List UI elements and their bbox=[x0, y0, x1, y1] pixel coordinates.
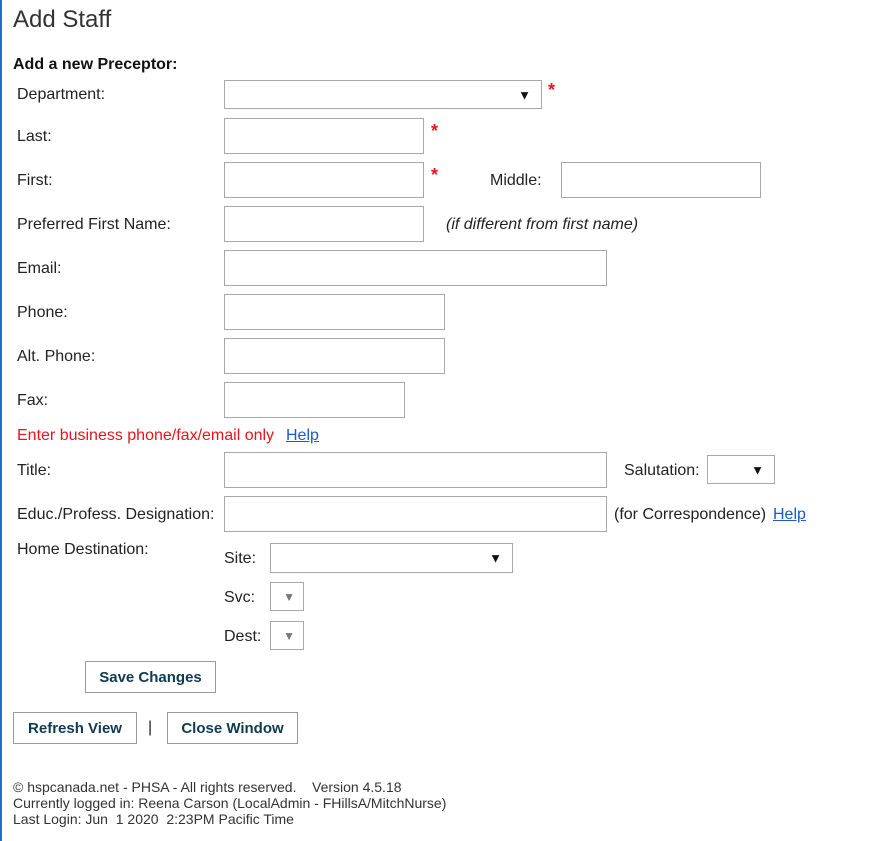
designation-help-link[interactable]: Help bbox=[773, 506, 806, 523]
svc-select[interactable] bbox=[270, 582, 304, 611]
salutation-select[interactable] bbox=[707, 455, 775, 484]
last-name-input[interactable] bbox=[224, 118, 424, 154]
middle-name-input[interactable] bbox=[561, 162, 761, 198]
fax-label: Fax: bbox=[17, 392, 49, 409]
home-destination-label: Home Destination: bbox=[17, 541, 149, 558]
footer bbox=[13, 779, 446, 827]
chevron-down-icon: ▼ bbox=[518, 87, 531, 102]
refresh-view-button[interactable]: Refresh View bbox=[13, 712, 137, 744]
required-marker: * bbox=[548, 80, 556, 100]
salutation-label: Salutation: bbox=[624, 462, 700, 479]
chevron-down-icon: ▼ bbox=[489, 550, 502, 566]
form-subtitle: Add a new Preceptor: bbox=[13, 56, 178, 73]
preferred-name-hint: (if different from first name) bbox=[446, 216, 639, 233]
first-name-input[interactable] bbox=[224, 162, 424, 198]
close-window-button[interactable]: Close Window bbox=[167, 712, 298, 744]
phone-label: Phone: bbox=[17, 304, 68, 321]
site-select[interactable] bbox=[270, 543, 513, 573]
action-separator: | bbox=[148, 719, 153, 736]
page-title: Add Staff bbox=[13, 6, 112, 33]
dest-label: Dest: bbox=[224, 628, 262, 645]
footer-copyright: © hspcanada.net - PHSA - All rights reserved. Version 4.5.18 bbox=[13, 779, 402, 795]
first-label: First: bbox=[17, 172, 53, 189]
save-changes-button[interactable]: Save Changes bbox=[85, 661, 216, 693]
designation-input[interactable] bbox=[224, 496, 607, 532]
preferred-first-name-input[interactable] bbox=[224, 206, 424, 242]
fax-input[interactable] bbox=[224, 382, 405, 418]
left-accent-bar bbox=[0, 0, 2, 841]
phone-input[interactable] bbox=[224, 294, 445, 330]
svc-label: Svc: bbox=[224, 589, 256, 606]
middle-label: Middle: bbox=[490, 172, 542, 189]
department-label: Department: bbox=[17, 86, 106, 103]
footer-logged-in: Currently logged in: Reena Carson (LocalAdmin - FHillsA/MitchNurse) bbox=[13, 795, 447, 811]
business-help-link[interactable]: Help bbox=[286, 427, 319, 444]
footer-last-login: Last Login: Jun 1 2020 2:23PM Pacific Time bbox=[13, 811, 294, 827]
chevron-down-icon: ▼ bbox=[283, 628, 295, 643]
department-select[interactable] bbox=[224, 80, 542, 109]
designation-hint: (for Correspondence) bbox=[614, 506, 767, 523]
alt-phone-input[interactable] bbox=[224, 338, 445, 374]
business-contact-note: Enter business phone/fax/email only bbox=[17, 427, 275, 444]
required-marker: * bbox=[431, 165, 439, 185]
dest-select[interactable] bbox=[270, 621, 304, 650]
chevron-down-icon: ▼ bbox=[751, 462, 764, 477]
last-label: Last: bbox=[17, 128, 52, 145]
required-marker: * bbox=[431, 121, 439, 141]
email-label: Email: bbox=[17, 260, 62, 277]
title-label: Title: bbox=[17, 462, 52, 479]
email-input[interactable] bbox=[224, 250, 607, 286]
site-label: Site: bbox=[224, 550, 257, 567]
chevron-down-icon: ▼ bbox=[283, 589, 295, 604]
designation-label: Educ./Profess. Designation: bbox=[17, 506, 215, 523]
preferred-first-name-label: Preferred First Name: bbox=[17, 216, 171, 233]
alt-phone-label: Alt. Phone: bbox=[17, 348, 96, 365]
title-input[interactable] bbox=[224, 452, 607, 488]
